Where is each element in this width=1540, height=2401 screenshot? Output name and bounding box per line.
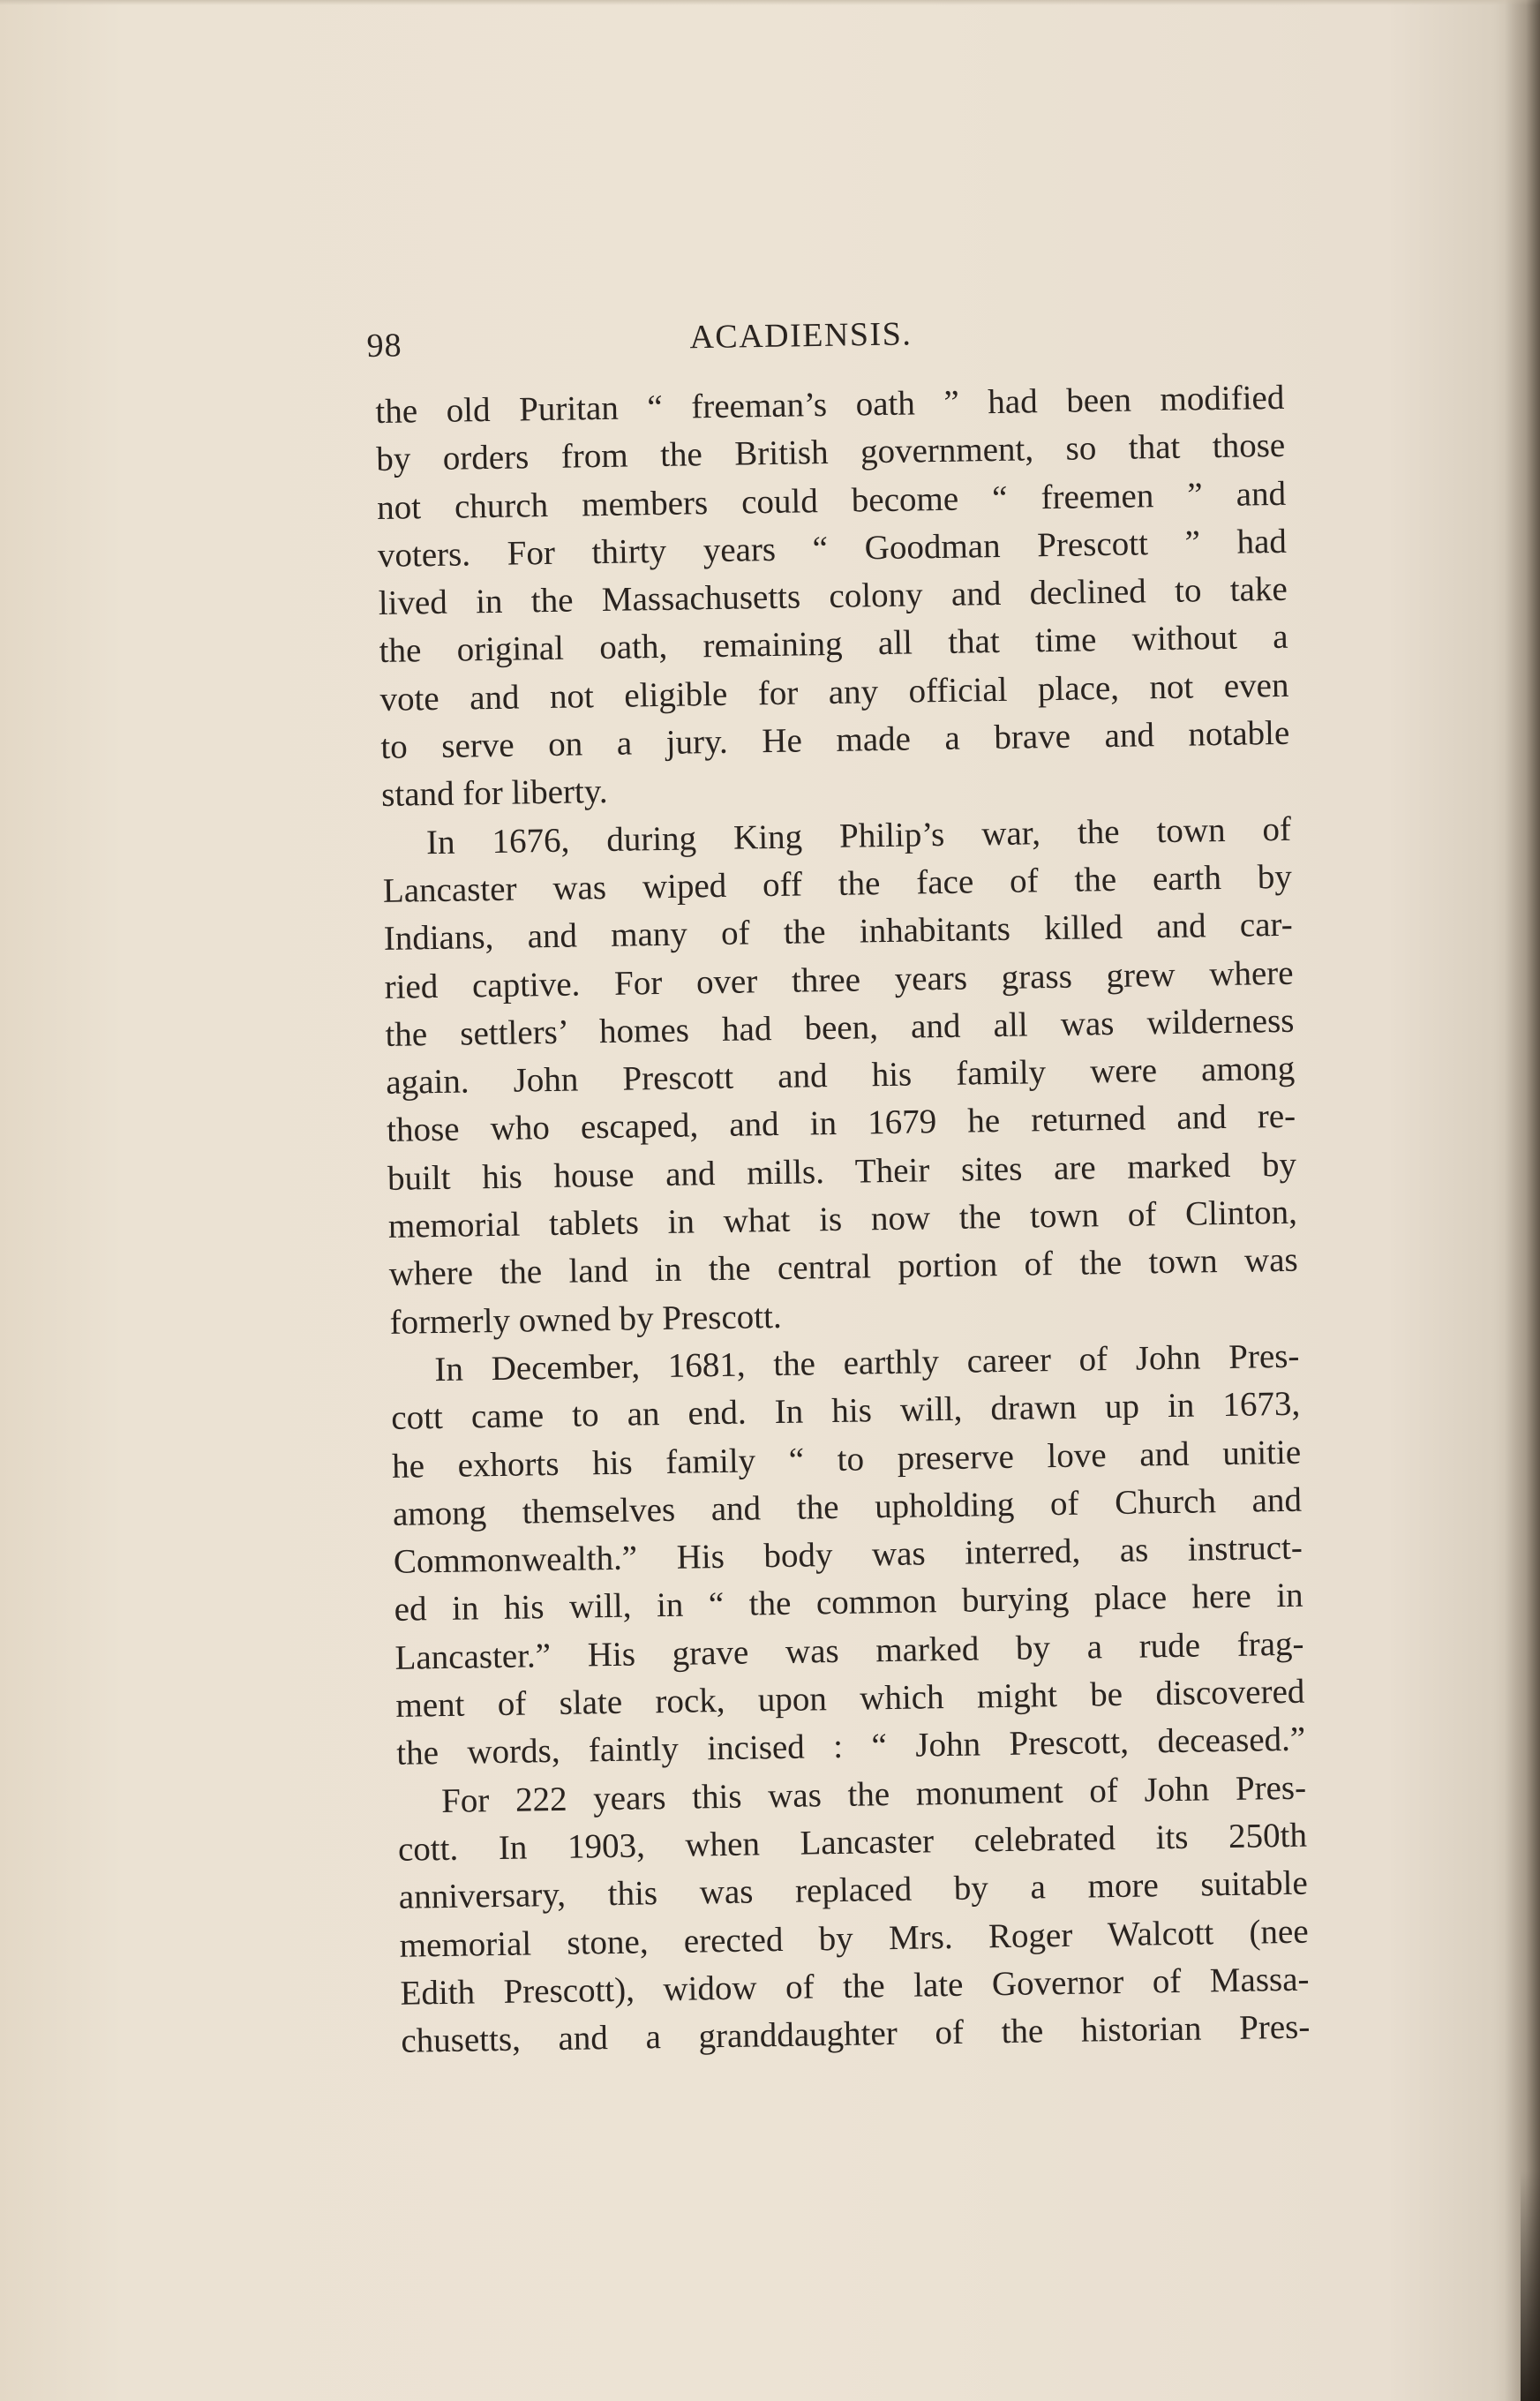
text-line: vote and not eligible for any official place, not even bbox=[379, 666, 1289, 719]
text-line: by orders from the British government, so that those bbox=[375, 426, 1286, 479]
text-line: to serve on a jury. He made a brave and notable bbox=[380, 713, 1290, 767]
text-line: built his house and mills. Their sites are marked by bbox=[387, 1145, 1297, 1198]
text-line: not church members could become “ freemen ” and bbox=[376, 474, 1287, 527]
text-line: memorial stone, erected by Mrs. Roger Walcott (nee bbox=[399, 1912, 1309, 1965]
text-line: again. John Prescott and his family were among bbox=[386, 1049, 1296, 1103]
text-line: the original oath, remaining all that time without a bbox=[379, 618, 1288, 671]
text-line: among themselves and the upholding of Church and bbox=[392, 1480, 1303, 1533]
text-line: memorial tablets in what is now the town of Clinton, bbox=[387, 1193, 1298, 1246]
text-line: cott. In 1903, when Lancaster celebrated its 250th bbox=[397, 1816, 1308, 1869]
page-top-edge bbox=[0, 0, 1540, 5]
text-line: anniversary, this was replaced by a more suitable bbox=[398, 1863, 1309, 1916]
page-edge-shadow bbox=[1505, 0, 1540, 2401]
text-line: where the land in the central portion of the town was bbox=[388, 1241, 1298, 1294]
text-line: cott came to an end. In his will, drawn up in 1673, bbox=[390, 1384, 1301, 1438]
text-line: Lancaster was wiped off the face of the earth by bbox=[382, 857, 1293, 910]
text-line: voters. For thirty years “ Goodman Prescott ” had bbox=[377, 522, 1288, 575]
text-line: those who escaped, and in 1679 he returned and re- bbox=[386, 1097, 1296, 1150]
running-title: ACADIENSIS. bbox=[689, 315, 913, 357]
text-line: ment of slate rock, upon which might be discovered bbox=[395, 1672, 1305, 1725]
text-line: the settlers’ homes had been, and all was wilderness bbox=[385, 1001, 1295, 1054]
text-line: stand for liberty. bbox=[380, 772, 608, 815]
page-header bbox=[366, 304, 1285, 371]
body-text bbox=[375, 374, 1311, 2066]
text-line: For 222 years this was the monument of John Pres- bbox=[440, 1768, 1307, 1820]
text-line: chusetts, and a granddaughter of the historian Pres- bbox=[401, 2007, 1311, 2060]
text-line: formerly owned by Prescott. bbox=[389, 1297, 782, 1342]
text-line: the old Puritan “ freeman’s oath ” had been modified bbox=[375, 378, 1285, 431]
text-line: lived in the Massachusetts colony and declined to take bbox=[378, 569, 1288, 623]
text-line: Commonwealth.” His body was interred, as instruct- bbox=[393, 1528, 1303, 1581]
text-line: Lancaster.” His grave was marked by a rude frag- bbox=[394, 1624, 1304, 1677]
text-line: Edith Prescott), widow of the late Governor of Massa- bbox=[400, 1960, 1310, 2013]
text-line: ried captive. For over three years grass grew where bbox=[384, 953, 1294, 1006]
text-line: Indians, and many of the inhabitants killed and car- bbox=[383, 906, 1294, 959]
text-line: In December, 1681, the earthly career of John Pres- bbox=[434, 1336, 1300, 1389]
text-line: ed in his will, in “ the common burying place here in bbox=[394, 1577, 1303, 1630]
text-line: the words, faintly incised : “ John Prescott, deceased.” bbox=[395, 1720, 1306, 1773]
text-line: In 1676, during King Philip’s war, the town of bbox=[425, 809, 1292, 862]
page-number: 98 bbox=[366, 327, 402, 365]
text-line: he exhorts his family “ to preserve love and unitie bbox=[391, 1433, 1302, 1486]
page-corner-shadow bbox=[1521, 2171, 1540, 2401]
